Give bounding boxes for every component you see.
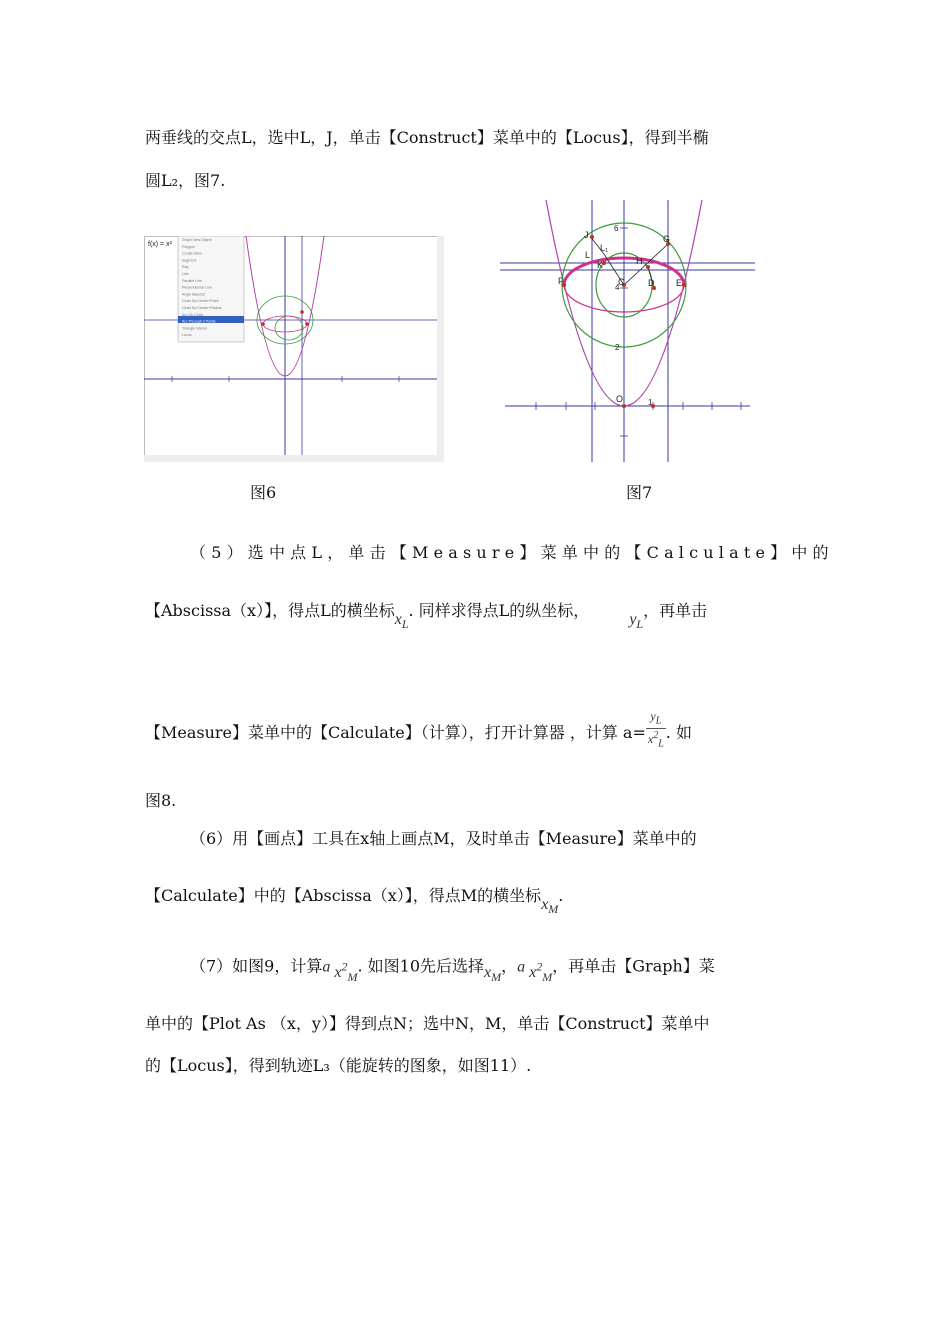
menu-item[interactable]: Perpendicular Line — [182, 285, 212, 290]
point-label: L₁ — [600, 243, 609, 253]
math-x-m: $x_M$ — [541, 896, 559, 917]
menu-item[interactable]: Locus — [182, 333, 192, 338]
menu-item[interactable]: Arc Through 3 Points — [182, 319, 216, 324]
text-l9b: . 如图10先后选择 — [357, 956, 485, 976]
figure-6-caption: 图6 — [250, 483, 277, 502]
menu-item[interactable]: Ray — [182, 265, 189, 270]
point-label: H — [636, 256, 643, 266]
point-label: E — [676, 278, 683, 288]
menu-item[interactable]: Graph New Object — [182, 238, 212, 242]
figure-7-caption: 图7 — [626, 483, 653, 502]
horizontal-scrollbar[interactable] — [144, 455, 444, 462]
menu-item[interactable]: Triangle Interior — [182, 326, 208, 331]
point-label: K — [597, 260, 604, 270]
paragraph-line-11: 的【Locus】，得到轨迹L₃（能旋转的图象，如图11）. — [145, 1056, 532, 1075]
paragraph-line-3: （5）选中点L，单击【Measure】菜单中的【Calculate】中的 — [190, 543, 834, 562]
figure-6 — [144, 236, 444, 462]
menu-item[interactable]: Circle By Center+Point — [182, 299, 219, 304]
point-label: F — [558, 276, 564, 286]
text-l8a: 【Calculate】中的【Abscissa（x）】，得点M的横坐标 — [145, 886, 542, 905]
menu-item[interactable]: Segment — [182, 258, 197, 263]
text-l8b: . — [558, 886, 564, 905]
figure-7 — [500, 200, 755, 462]
point-label: C — [618, 277, 625, 287]
menu-item[interactable]: Line — [182, 272, 189, 276]
text-l4c: ，再单击 — [643, 601, 708, 620]
text-l9a: （7）如图9，计算 — [190, 956, 323, 976]
math-a-x2-m-2: a $x^2_M$ — [517, 958, 553, 985]
function-label: f(x) = x² — [148, 241, 172, 248]
paragraph-line-6: 图8. — [145, 791, 177, 810]
text-l9c: ， — [501, 956, 518, 976]
figure-6-graph — [144, 236, 444, 462]
point-label: J — [584, 230, 589, 240]
menu-item[interactable]: Arc On Circle — [182, 312, 204, 317]
point-label: O — [616, 394, 624, 404]
text-l4a: 【Abscissa（x）】，得点L的横坐标 — [145, 601, 395, 620]
text-l5a: 【Measure】菜单中的【Calculate】（计算），打开计算器 ，计算 a= — [145, 722, 646, 742]
point-label: D — [648, 278, 655, 288]
menu-item[interactable]: Circle By Center+Radius — [182, 306, 222, 310]
paragraph-line-4 — [145, 600, 805, 632]
math-a-x2-m: a $x^2_M$ — [322, 958, 358, 985]
paragraph-line-10: 单中的【Plot As （x，y）】得到点N；选中N，M，单击【Construct】菜单中 — [145, 1014, 710, 1033]
paragraph-line-8 — [145, 885, 805, 917]
paragraph-line-9 — [190, 950, 805, 983]
figure-7-graph — [500, 200, 755, 462]
menu-item[interactable]: Construction — [182, 251, 203, 256]
vertical-scrollbar[interactable] — [437, 236, 444, 456]
point-label: 4 — [615, 283, 620, 292]
math-x-l: $x_L$ — [394, 611, 409, 632]
paragraph-line-2: 圆L₂，图7. — [145, 171, 226, 190]
math-x-m-2: $x_M$ — [484, 964, 502, 985]
paragraph-line-1: 两垂线的交点L，选中L，J，单击【Construct】菜单中的【Locus】，得到半椭 — [145, 128, 709, 147]
paragraph-line-7: （6）用【画点】工具在x轴上画点M，及时单击【Measure】菜单中的 — [190, 829, 697, 848]
text-l5b: . 如 — [665, 722, 692, 742]
point-label: 1 — [648, 398, 653, 407]
point-label: L — [585, 250, 591, 260]
point-label: 6 — [614, 224, 619, 233]
menu-item[interactable]: Angle Bisector — [182, 292, 206, 297]
menu-item[interactable]: Parallel Line — [182, 278, 202, 283]
math-y-l: $y_L$ — [629, 611, 644, 632]
text-l4b: . 同样求得点L的纵坐标， — [408, 601, 590, 620]
point-label: G — [663, 234, 671, 244]
menu-item[interactable]: Polygon — [182, 244, 195, 249]
text-l9d: ，再单击【Graph】菜 — [552, 956, 715, 976]
point-label: 2 — [615, 343, 620, 352]
paragraph-line-5 — [145, 709, 805, 752]
fraction-y-over-x2: $\frac{y_L}{x^2_L}$ — [647, 709, 664, 750]
